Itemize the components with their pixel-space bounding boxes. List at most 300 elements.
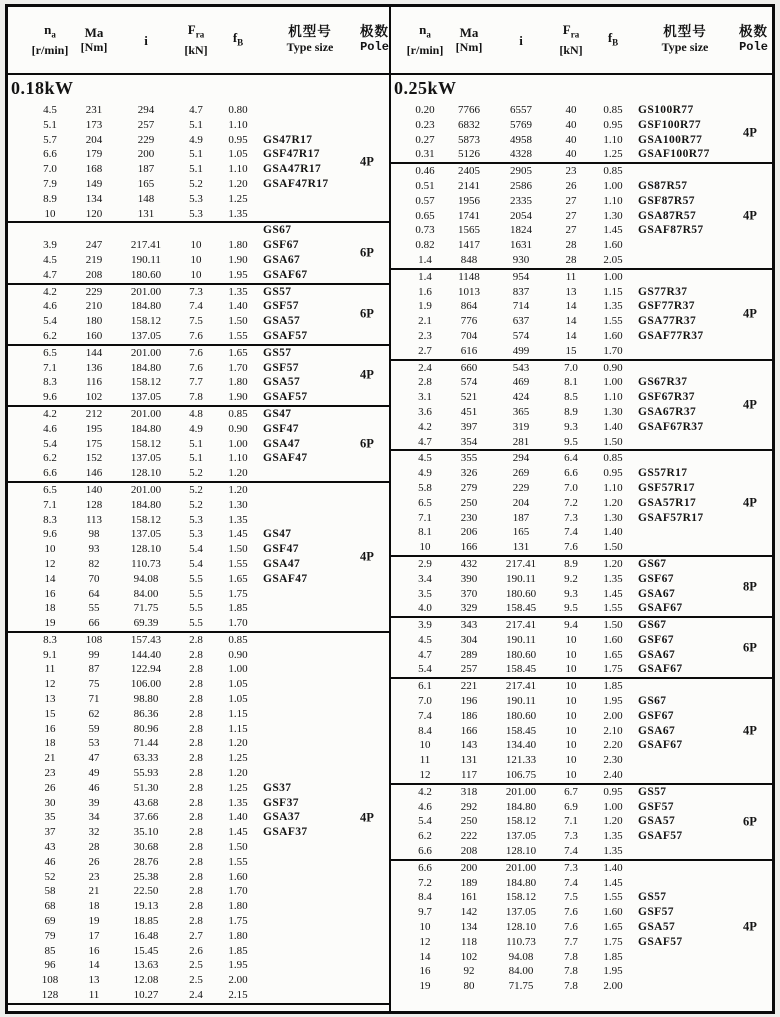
fb-cell: 1.35 <box>603 300 623 313</box>
pole-label: 4P <box>360 154 374 169</box>
fb-cell: 1.50 <box>603 541 623 554</box>
type-cell <box>260 736 360 751</box>
ma-cell: 80 <box>463 980 475 993</box>
fb-cell: 1.30 <box>603 511 623 524</box>
na-cell: 5.1 <box>43 118 57 131</box>
fra-cell: 10 <box>565 769 577 782</box>
fra-cell: 6.4 <box>564 452 578 465</box>
table-section <box>391 785 772 859</box>
fb-cell: 1.95 <box>603 695 623 708</box>
fra-cell: 8.9 <box>564 557 578 570</box>
type-cell <box>260 766 360 781</box>
fb-cell: 1.25 <box>603 148 623 161</box>
na-cell: 68 <box>44 900 56 913</box>
type-cell <box>260 840 360 855</box>
table-row <box>8 751 389 766</box>
i-cell: 106.00 <box>130 678 162 691</box>
ma-cell: 1956 <box>458 194 480 207</box>
fra-cell: 5.5 <box>189 602 203 615</box>
i-cell: 84.00 <box>133 587 159 600</box>
i-cell: 28.76 <box>133 855 159 868</box>
fb-cell: 2.10 <box>603 724 623 737</box>
i-cell: 184.80 <box>130 361 162 374</box>
fb-cell: 1.90 <box>228 253 248 266</box>
i-cell: 158.12 <box>505 815 537 828</box>
fb-cell: 1.50 <box>603 619 623 632</box>
na-cell: 12 <box>44 678 56 691</box>
i-cell: 201.00 <box>505 861 537 874</box>
i-cell: 128.10 <box>505 845 537 858</box>
na-cell: 7.1 <box>43 498 57 511</box>
type-cell: GSA47 <box>263 437 301 450</box>
type-cell: GS67 <box>638 619 667 632</box>
fb-cell: 1.20 <box>228 467 248 480</box>
na-cell: 4.7 <box>418 435 432 448</box>
i-cell: 121.33 <box>505 754 537 767</box>
na-cell: 2.3 <box>418 329 432 342</box>
i-cell: 217.41 <box>130 239 162 252</box>
na-cell: 8.3 <box>43 376 57 389</box>
column-header-name <box>216 30 260 51</box>
table-section <box>8 407 389 481</box>
i-cell: 43.68 <box>133 796 159 809</box>
na-cell: 5.7 <box>43 133 57 146</box>
fra-cell: 8.5 <box>564 391 578 404</box>
i-cell: 1824 <box>510 224 532 237</box>
table-row <box>391 662 772 677</box>
table-row <box>391 814 772 829</box>
fra-cell: 9.3 <box>564 587 578 600</box>
na-cell: 3.6 <box>418 405 432 418</box>
fra-cell: 10 <box>565 663 577 676</box>
ma-cell: 230 <box>460 511 478 524</box>
fb-cell: 2.00 <box>603 709 623 722</box>
ma-cell: 574 <box>460 376 478 389</box>
fra-cell: 2.8 <box>189 663 203 676</box>
column-header-text: i <box>144 32 148 48</box>
ma-cell: 219 <box>85 253 103 266</box>
i-cell: 543 <box>512 361 530 374</box>
type-cell: GSA37 <box>263 811 301 824</box>
fra-cell: 7.4 <box>564 845 578 858</box>
ma-cell: 354 <box>460 435 478 448</box>
table-row <box>8 825 389 840</box>
ma-cell: 34 <box>88 811 100 824</box>
i-cell: 98.80 <box>133 693 159 706</box>
ma-cell: 17 <box>88 929 100 942</box>
ma-cell: 14 <box>88 959 100 972</box>
fra-cell: 10 <box>565 724 577 737</box>
power-rating-title: 0.25kW <box>394 78 457 98</box>
na-cell <box>28 223 72 238</box>
table-row <box>391 133 772 148</box>
table-row <box>8 870 389 885</box>
fb-cell: 1.05 <box>228 678 248 691</box>
na-cell: 7.0 <box>43 163 57 176</box>
table-row <box>8 958 389 973</box>
i-cell: 131 <box>512 541 530 554</box>
ma-cell: 23 <box>88 870 100 883</box>
na-cell: 0.73 <box>415 224 435 237</box>
table-row <box>8 633 389 648</box>
table-row <box>391 285 772 300</box>
i-cell: 954 <box>512 270 530 283</box>
fra-cell: 7.3 <box>564 511 578 524</box>
table-row <box>8 557 389 572</box>
i-cell: 190.11 <box>506 633 536 646</box>
type-cell: GSA67 <box>638 587 676 600</box>
table-row <box>8 285 389 300</box>
table-row <box>391 375 772 390</box>
na-cell: 0.23 <box>415 118 435 131</box>
i-cell: 229 <box>512 481 530 494</box>
column-header-name <box>551 22 591 43</box>
fb-cell: 1.55 <box>603 315 623 328</box>
fb-cell: 1.15 <box>228 707 248 720</box>
i-cell: 84.00 <box>508 965 534 978</box>
type-cell <box>260 662 360 677</box>
type-cell <box>635 679 735 694</box>
ma-cell: 21 <box>88 885 100 898</box>
ma-cell: 179 <box>85 148 103 161</box>
table-row <box>391 223 772 238</box>
type-cell <box>260 466 360 481</box>
i-cell: 294 <box>512 452 530 465</box>
table-row <box>391 361 772 376</box>
na-cell: 12 <box>419 769 431 782</box>
ma-cell: 231 <box>85 104 103 116</box>
table-row <box>8 601 389 616</box>
na-cell: 30 <box>44 796 56 809</box>
ma-cell: 279 <box>460 481 478 494</box>
type-cell: GS37 <box>263 781 292 794</box>
table-row <box>8 648 389 663</box>
fra-cell: 26 <box>565 179 577 192</box>
fra-cell: 14 <box>565 315 577 328</box>
na-cell: 58 <box>44 885 56 898</box>
fb-cell: 1.75 <box>603 935 623 948</box>
type-cell: GSF57 <box>263 300 299 313</box>
column-header <box>591 30 635 51</box>
fra-cell: 2.5 <box>189 974 203 987</box>
i-cell: 158.12 <box>505 891 537 904</box>
type-cell <box>260 988 360 1003</box>
type-cell: GSA67 <box>638 724 676 737</box>
table-row <box>391 876 772 891</box>
type-cell <box>260 103 360 118</box>
table-row <box>8 498 389 513</box>
na-cell: 10 <box>44 207 56 220</box>
column-header-text: 机型号 <box>663 24 707 40</box>
section-divider <box>8 1003 389 1005</box>
fra-cell: 14 <box>565 329 577 342</box>
fra-cell: 2.8 <box>189 855 203 868</box>
column-header-name <box>447 25 491 40</box>
i-cell: 180.60 <box>505 709 537 722</box>
i-cell: 128.10 <box>505 921 537 934</box>
na-cell: 6.6 <box>43 467 57 480</box>
pole-label: 6P <box>743 814 757 829</box>
na-cell: 6.2 <box>43 452 57 465</box>
ma-cell: 144 <box>85 346 103 359</box>
fb-cell: 0.95 <box>603 118 623 131</box>
i-cell: 187 <box>137 163 155 176</box>
na-cell: 26 <box>44 781 56 794</box>
fra-cell: 5.3 <box>189 513 203 526</box>
i-cell: 294 <box>137 104 155 116</box>
i-cell: 10.27 <box>133 989 159 1002</box>
ma-cell: 221 <box>460 680 478 693</box>
type-cell: GS47 <box>263 528 292 541</box>
type-cell <box>635 979 735 994</box>
fb-cell: 1.85 <box>228 602 248 615</box>
table-row <box>8 572 389 587</box>
fra-cell: 2.8 <box>189 826 203 839</box>
type-cell <box>635 253 735 268</box>
fra-cell: 4.7 <box>189 104 203 116</box>
fb-cell: 1.20 <box>228 483 248 496</box>
na-cell: 6.6 <box>43 148 57 161</box>
type-cell <box>635 876 735 891</box>
fra-cell: 2.6 <box>189 944 203 957</box>
type-cell: GSF100R77 <box>638 118 702 131</box>
i-cell: 158.12 <box>130 376 162 389</box>
table-row <box>391 496 772 511</box>
type-cell: GSAF67R37 <box>638 420 704 433</box>
fb-cell: 1.50 <box>228 543 248 556</box>
table-section <box>8 285 389 344</box>
pole-label: 6P <box>360 306 374 321</box>
na-cell: 0.57 <box>415 194 435 207</box>
table-row <box>8 207 389 222</box>
i-cell: 200 <box>137 148 155 161</box>
pole-label: 4P <box>360 549 374 564</box>
i-cell: 2335 <box>510 194 532 207</box>
table-row <box>391 753 772 768</box>
na-cell: 69 <box>44 915 56 928</box>
na-cell: 6.6 <box>418 845 432 858</box>
table-row <box>8 736 389 751</box>
fra-cell: 7.6 <box>564 906 578 919</box>
table-section <box>391 103 772 162</box>
table-row <box>8 483 389 498</box>
fb-cell: 1.05 <box>228 693 248 706</box>
i-cell: 165 <box>512 526 530 539</box>
table-row <box>8 707 389 722</box>
fb-cell: 1.10 <box>603 481 623 494</box>
ma-cell: 108 <box>85 633 103 646</box>
fb-cell: 1.35 <box>228 285 248 298</box>
na-cell: 85 <box>44 944 56 957</box>
fb-cell: 1.90 <box>228 391 248 404</box>
column-header-unit: [Nm] <box>455 40 483 54</box>
fra-cell: 7.6 <box>189 329 203 342</box>
fra-cell: 7.0 <box>564 361 578 374</box>
na-cell: 4.2 <box>43 285 57 298</box>
i-cell: 30.68 <box>133 841 159 854</box>
type-cell <box>260 722 360 737</box>
na-cell: 6.2 <box>43 329 57 342</box>
na-cell: 1.4 <box>418 270 432 283</box>
ma-cell: 326 <box>460 467 478 480</box>
i-cell: 16.48 <box>133 929 159 942</box>
fb-cell: 1.55 <box>228 329 248 342</box>
type-cell: GS67 <box>263 224 292 237</box>
fb-cell: 1.65 <box>603 921 623 934</box>
ma-cell: 355 <box>460 452 478 465</box>
ma-cell: 71 <box>88 693 100 706</box>
ma-cell: 318 <box>460 785 478 798</box>
fra-cell: 10 <box>565 680 577 693</box>
fra-cell: 10 <box>565 754 577 767</box>
na-cell: 43 <box>44 841 56 854</box>
i-cell: 217.41 <box>505 557 537 570</box>
na-cell: 9.1 <box>43 648 57 661</box>
fb-cell: 1.35 <box>603 830 623 843</box>
na-cell: 12 <box>44 557 56 570</box>
fb-cell: 1.25 <box>228 192 248 205</box>
fb-cell <box>216 223 260 238</box>
type-cell: GSAF87R57 <box>638 224 704 237</box>
na-cell: 3.1 <box>418 391 432 404</box>
type-cell <box>260 601 360 616</box>
i-cell: 71.75 <box>508 980 534 993</box>
i-cell: 19.13 <box>133 900 159 913</box>
table-row <box>391 209 772 224</box>
type-cell: GSA57 <box>638 815 676 828</box>
na-cell: 4.9 <box>418 467 432 480</box>
table-section <box>8 633 389 1003</box>
i-cell: 86.36 <box>133 707 159 720</box>
table-row <box>8 988 389 1003</box>
column-header-text: Ma <box>459 25 479 40</box>
fb-cell: 1.10 <box>228 163 248 176</box>
i-cell: 110.73 <box>506 935 536 948</box>
fb-cell: 1.10 <box>228 452 248 465</box>
ma-cell: 93 <box>88 543 100 556</box>
fra-cell: 9.3 <box>564 420 578 433</box>
ma-cell: 149 <box>85 177 103 190</box>
column-header <box>116 33 176 48</box>
table-row <box>8 437 389 452</box>
type-cell <box>260 929 360 944</box>
fb-cell: 2.30 <box>603 754 623 767</box>
type-cell: GS57R17 <box>638 467 688 480</box>
type-cell <box>260 958 360 973</box>
table-row <box>391 844 772 859</box>
i-cell: 13.63 <box>133 959 159 972</box>
column-header-name <box>635 25 735 40</box>
type-cell <box>635 964 735 979</box>
type-cell: GS77R37 <box>638 285 688 298</box>
fb-cell: 1.40 <box>603 420 623 433</box>
column-header-unit: [r/min] <box>31 42 69 57</box>
fb-cell: 1.60 <box>603 633 623 646</box>
ma-cell: 70 <box>88 572 100 585</box>
fra-cell: 10 <box>565 739 577 752</box>
fb-cell: 1.40 <box>603 526 623 539</box>
column-header-text: 极数 <box>360 24 389 40</box>
table-half-018kw <box>8 7 389 1011</box>
fb-cell: 1.85 <box>228 944 248 957</box>
column-header-unit: Type size <box>661 40 709 54</box>
i-cell: 281 <box>512 435 530 448</box>
fra-cell: 5.1 <box>189 148 203 161</box>
fra-cell: 7.6 <box>189 346 203 359</box>
table-row <box>8 616 389 631</box>
na-cell: 0.65 <box>415 209 435 222</box>
i-cell: 229 <box>137 133 155 146</box>
ma-cell: 117 <box>460 769 478 782</box>
fra-cell: 2.8 <box>189 811 203 824</box>
table-row <box>391 344 772 359</box>
ma-cell: 166 <box>460 541 478 554</box>
table-row <box>391 103 772 118</box>
fb-cell: 1.70 <box>603 344 623 357</box>
table-row <box>8 407 389 422</box>
i-cell: 158.45 <box>505 602 537 615</box>
na-cell: 5.4 <box>418 815 432 828</box>
ma-cell: 166 <box>460 724 478 737</box>
fb-cell: 1.80 <box>228 900 248 913</box>
type-cell <box>260 855 360 870</box>
na-cell: 14 <box>44 572 56 585</box>
fb-cell: 1.75 <box>603 663 623 676</box>
fb-cell: 1.15 <box>228 722 248 735</box>
i-cell: 180.60 <box>505 587 537 600</box>
ma-cell: 142 <box>460 906 478 919</box>
table-row <box>391 785 772 800</box>
na-cell: 4.6 <box>43 300 57 313</box>
fb-cell: 0.95 <box>603 785 623 798</box>
i-cell: 37.66 <box>133 811 159 824</box>
ma-cell: 250 <box>460 496 478 509</box>
type-cell: GSAF47R17 <box>263 177 329 190</box>
ma-cell: 7766 <box>458 104 480 116</box>
table-row <box>8 542 389 557</box>
fra-cell: 27 <box>565 224 577 237</box>
ma-cell: 55 <box>88 602 100 615</box>
na-cell: 19 <box>44 617 56 630</box>
ma-cell: 289 <box>460 648 478 661</box>
fb-cell: 1.10 <box>603 194 623 207</box>
na-cell: 4.5 <box>418 633 432 646</box>
column-header-subscript: a <box>426 29 431 40</box>
fra-cell: 40 <box>565 118 577 131</box>
ma-cell: 53 <box>88 737 100 750</box>
fb-cell: 0.80 <box>228 104 248 116</box>
i-cell: 184.80 <box>130 300 162 313</box>
na-cell: 6.5 <box>43 483 57 496</box>
type-cell <box>260 118 360 133</box>
fra-cell: 7.8 <box>189 391 203 404</box>
table-row <box>8 422 389 437</box>
type-cell: GSA47 <box>263 557 301 570</box>
table-row <box>391 694 772 709</box>
fra-cell: 7.6 <box>189 361 203 374</box>
fb-cell: 1.10 <box>603 391 623 404</box>
pole-label: 4P <box>743 306 757 321</box>
column-header <box>176 22 216 58</box>
ma-cell: 250 <box>460 815 478 828</box>
type-cell <box>260 707 360 722</box>
table-row <box>8 346 389 361</box>
type-cell <box>635 861 735 876</box>
fb-cell: 0.90 <box>603 361 623 374</box>
table-row <box>391 253 772 268</box>
pole-label: 4P <box>743 208 757 223</box>
fb-cell: 0.95 <box>228 133 248 146</box>
